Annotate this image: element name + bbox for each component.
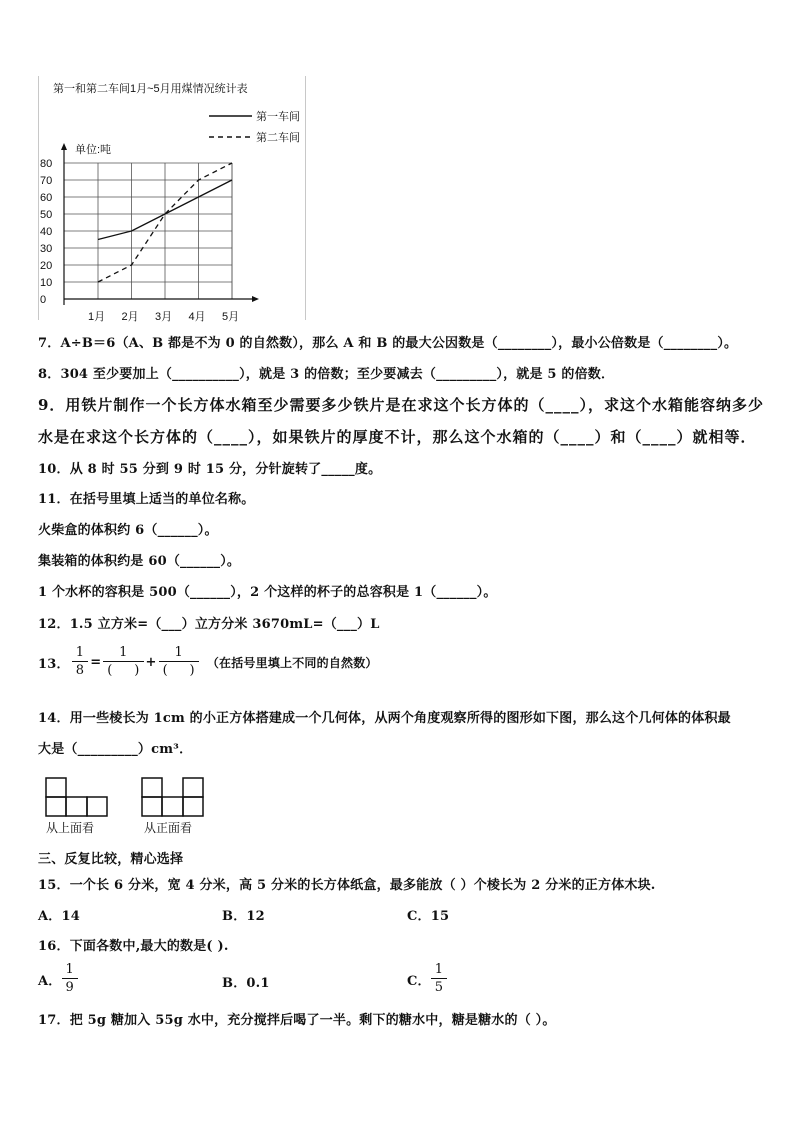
question-10: 10．从 8 时 55 分到 9 时 15 分，分针旋转了_____度。 — [38, 462, 382, 477]
question-14-line-1: 14．用一些棱长为 1cm 的小正方体搭建成一个几何体，从两个角度观察所得的图形如下图，那么这个几何体的体积最 — [38, 711, 731, 726]
legend-label-1: 第一车间 — [256, 111, 300, 123]
x-tick-label: 2月 — [121, 311, 139, 323]
q13-plus: + — [145, 655, 157, 670]
y-tick-label: 0 — [40, 294, 47, 306]
q13-num-3: 1 — [174, 645, 183, 660]
q16-a-num: 1 — [65, 962, 74, 977]
q13-note: （在括号里填上不同的自然数） — [206, 656, 378, 670]
q16-c-den: 5 — [434, 980, 444, 995]
y-tick-label: 80 — [40, 158, 53, 170]
q16-option-a[interactable] — [38, 962, 78, 997]
q16-option-b[interactable]: B．0.1 — [222, 976, 270, 991]
question-11: 11．在括号里填上适当的单位名称。 — [38, 492, 255, 507]
question-9-line-2: 水是在求这个长方体的（____），如果铁片的厚度不计，那么这个水箱的（____）和（____）就相等． — [38, 428, 757, 446]
question-12: 12．1.5 立方米=（___）立方分米 3670mL=（___）L — [38, 617, 380, 632]
unit-label: 单位:吨 — [75, 144, 112, 156]
question-15: 15．一个长 6 分米，宽 4 分米，高 5 分米的长方体纸盒，最多能放（ ）个棱长为 2 分米的正方体木块. — [38, 878, 656, 893]
view-front-label: 从正面看 — [144, 821, 193, 835]
chart-ticks — [40, 158, 239, 323]
chart-axes — [61, 143, 259, 305]
question-14-line-2: 大是（_________）cm³． — [38, 742, 193, 757]
y-tick-label: 50 — [40, 209, 53, 221]
view-from-front-figure — [142, 778, 203, 816]
q13-num-2: 1 — [119, 645, 128, 660]
question-16: 16．下面各数中,最大的数是( ). — [38, 939, 229, 954]
q13-fraction-1 — [72, 645, 88, 680]
q13-label: 13． — [38, 657, 70, 672]
question-7: 7．A÷B＝6（A、B 都是不为 0 的自然数），那么 A 和 B 的最大公因数是（________），最小公倍数是（________）。 — [38, 336, 738, 351]
x-axis-arrow — [252, 296, 259, 302]
question-13 — [38, 645, 378, 680]
q15-option-a[interactable]: A．14 — [38, 909, 80, 924]
x-tick-label: 4月 — [188, 311, 206, 323]
x-tick-label: 1月 — [88, 311, 106, 323]
question-11-b: 集装箱的体积约是 60（______）。 — [38, 554, 241, 569]
q16-a-den: 9 — [65, 980, 74, 995]
y-tick-label: 20 — [40, 260, 53, 272]
q13-fraction-2 — [103, 645, 143, 680]
y-tick-label: 40 — [40, 226, 53, 238]
legend-label-2: 第二车间 — [256, 132, 300, 144]
q15-option-c[interactable]: C．15 — [407, 909, 450, 924]
q15-option-b[interactable]: B．12 — [222, 909, 265, 924]
chart-grid — [64, 163, 232, 299]
q14-views — [40, 774, 220, 836]
chart-title: 第一和第二车间1月~5月用煤情况统计表 — [53, 83, 248, 95]
q16-c-fraction — [431, 962, 447, 997]
y-tick-label: 10 — [40, 277, 53, 289]
x-tick-label: 3月 — [155, 311, 173, 323]
q16-a-fraction — [62, 962, 78, 997]
coal-usage-line-chart — [0, 0, 320, 330]
q16-c-num: 1 — [434, 962, 444, 977]
question-17: 17．把 5g 糖加入 55g 水中，充分搅拌后喝了一半。剩下的糖水中，糖是糖水的（ ）。 — [38, 1013, 556, 1028]
q13-fraction-3 — [159, 645, 199, 680]
view-top-label: 从上面看 — [46, 821, 95, 835]
x-tick-label: 5月 — [222, 311, 240, 323]
q13-den-1: 8 — [75, 663, 85, 678]
y-tick-label: 30 — [40, 243, 53, 255]
q13-blank-1[interactable]: ( ) — [107, 663, 140, 678]
q13-equals: = — [90, 655, 102, 670]
q16-c-label: C． — [407, 974, 431, 989]
q13-blank-2[interactable]: ( ) — [162, 663, 195, 678]
y-tick-label: 70 — [40, 175, 53, 187]
question-9-line-1: 9．用铁片制作一个长方体水箱至少需要多少铁片是在求这个长方体的（____），求这个水箱能容纳多少 — [38, 396, 764, 414]
y-tick-label: 60 — [40, 192, 53, 204]
q16-a-label: A． — [38, 974, 62, 989]
q16-option-c[interactable] — [407, 962, 447, 997]
question-8: 8．304 至少要加上（__________），就是 3 的倍数；至少要减去（_________），就是 5 的倍数． — [38, 367, 615, 382]
section-3-heading: 三、反复比较，精心选择 — [38, 852, 184, 867]
legend — [209, 109, 300, 144]
q13-num-1: 1 — [75, 645, 85, 660]
question-11-a: 火柴盒的体积约 6（______）。 — [38, 523, 218, 538]
y-axis-arrow — [61, 143, 67, 150]
view-from-top-figure — [46, 778, 107, 816]
question-11-c: 1 个水杯的容积是 500（______），2 个这样的杯子的总容积是 1（______）。 — [38, 585, 497, 600]
